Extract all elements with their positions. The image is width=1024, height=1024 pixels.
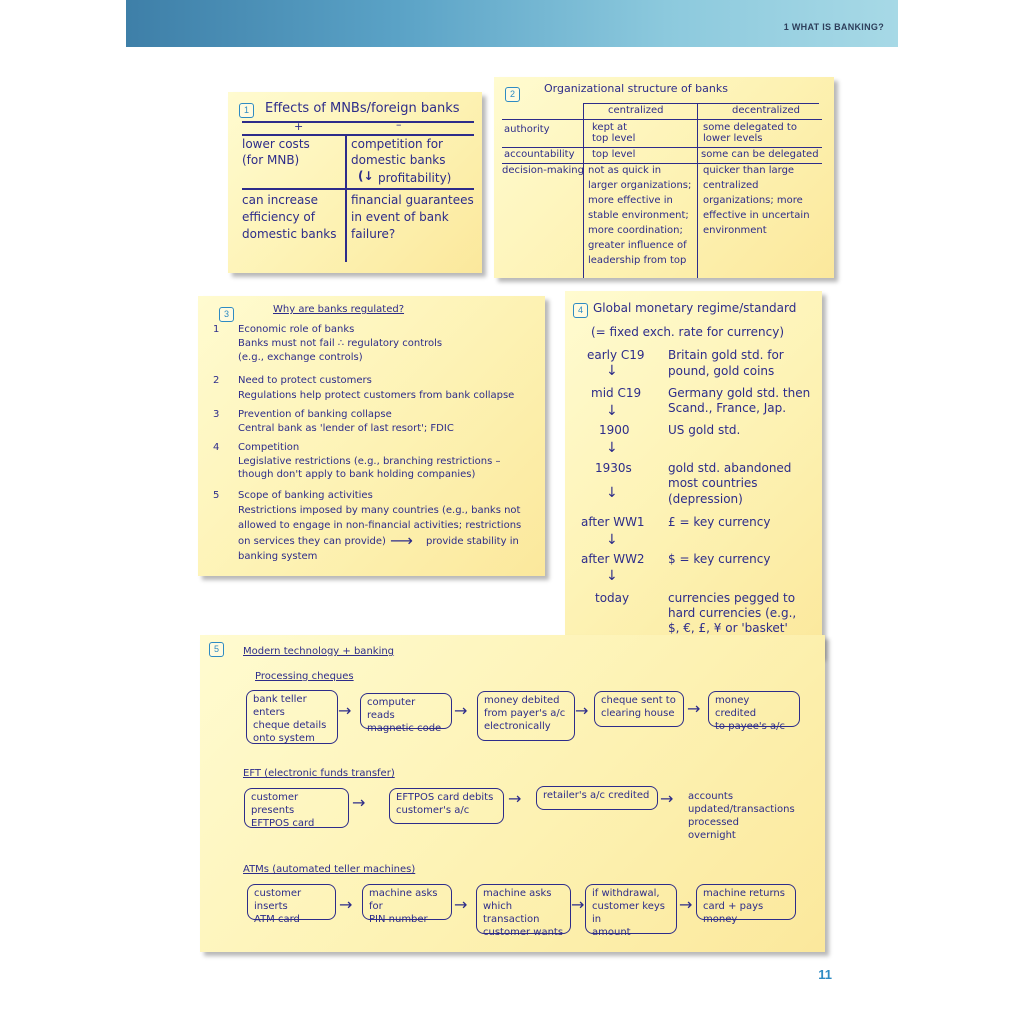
row-decision-c1-2: larger organizations; [588, 180, 692, 191]
row-accountability-label: accountability [504, 149, 575, 160]
era-early-c19: early C19 [587, 348, 645, 362]
desc-today-3: $, €, £, ¥ or 'basket' [668, 621, 788, 635]
column-divider [345, 134, 347, 262]
row-decision-c1-7: leadership from top [588, 255, 687, 266]
down-arrow-icon: ↓ [606, 440, 618, 456]
step-line: transaction [483, 914, 540, 925]
row-authority-label: authority [504, 124, 550, 135]
row-authority-c2b: lower levels [703, 133, 763, 144]
row-decision-c2-4: effective in uncertain [703, 210, 810, 221]
row-decision-c1-1: not as quick in [588, 165, 662, 176]
step-line: machine asks for [369, 888, 438, 912]
con-guarantees-3: failure? [351, 227, 396, 241]
desc-mid-c19-1: Germany gold std. then [668, 386, 811, 400]
step-line: if withdrawal, [592, 888, 660, 899]
minus-header: – [396, 118, 402, 131]
chapter-title: 1 WHAT IS BANKING? [783, 22, 884, 32]
item-4-line-2: Legislative restrictions (e.g., branching restrictions – [238, 456, 501, 467]
item-5-line-1: Scope of banking activities [238, 490, 373, 501]
desc-after-ww2: $ = key currency [668, 552, 771, 566]
step-line: electronically [484, 721, 551, 732]
row-authority-c1b: top level [592, 133, 636, 144]
down-arrow-icon: ↓ [606, 532, 618, 548]
step-line: money debited [484, 695, 560, 706]
right-arrow-icon: → [339, 895, 353, 914]
col-divider-2 [697, 103, 698, 278]
desc-mid-c19-2: Scand., France, Jap. [668, 401, 787, 415]
step-line: cheque sent to [601, 695, 676, 706]
item-5-line-2: Restrictions imposed by many countries (e.g., banks not [238, 505, 521, 516]
item-1-line-2: Banks must not fail ∴ regulatory controls [238, 338, 443, 349]
note-modern-technology [200, 635, 825, 952]
plus-header: + [294, 120, 304, 133]
item-4-line-1: Competition [238, 442, 300, 453]
era-after-ww2: after WW2 [581, 552, 645, 566]
step-line: machine asks which [483, 888, 552, 912]
desc-1900: US gold std. [668, 423, 741, 437]
flow-step [477, 691, 575, 741]
item-1-line-3: (e.g., exchange controls) [238, 352, 363, 363]
flow-step [476, 884, 571, 938]
section-eft-title: EFT (electronic funds transfer) [243, 768, 395, 779]
note-mnb-effects [228, 92, 482, 273]
item-3-line-1: Prevention of banking collapse [238, 409, 392, 420]
table-top-rule [242, 121, 474, 123]
item-5-line-4: on services they can provide) [238, 536, 386, 547]
step-line: customer presents [251, 792, 299, 816]
step-line: computer reads [367, 697, 416, 721]
note-regulation [198, 296, 545, 576]
down-arrow-icon: ↓ [606, 485, 618, 501]
down-arrow-icon: ↓ [606, 568, 618, 584]
era-after-ww1: after WW1 [581, 515, 645, 529]
note-number-badge: 3 [219, 307, 234, 322]
step-line: accounts [688, 791, 734, 802]
item-1-num: 1 [213, 324, 220, 335]
item-5-line-3: allowed to engage in non-financial activities; restrictions [238, 520, 522, 531]
step-line: clearing house [601, 708, 675, 719]
era-1930s: 1930s [595, 461, 632, 475]
row-decision-c2-1: quicker than large [703, 165, 795, 176]
note-subtitle: (= fixed exch. rate for currency) [591, 325, 785, 339]
row-accountability-c1: top level [592, 149, 636, 160]
header-rule [242, 134, 474, 136]
step-line: money credited [715, 695, 757, 719]
right-arrow-icon: ⟶ [390, 531, 413, 550]
col-divider-1 [583, 103, 584, 278]
col-decentralized: decentralized [732, 105, 800, 116]
row-decision-c1-6: greater influence of [588, 240, 687, 251]
down-arrow-icon: (↓ [358, 169, 374, 183]
item-2-num: 2 [213, 375, 220, 386]
flow-step [585, 884, 677, 938]
step-line: customer inserts [254, 888, 302, 912]
item-4-line-3: though don't apply to bank holding companies) [238, 469, 476, 480]
step-line: bank teller enters [253, 694, 307, 718]
row-decision-c1-5: more coordination; [588, 225, 683, 236]
step-line: customer wants [483, 927, 564, 938]
item-4-num: 4 [213, 442, 220, 453]
pro-lower-costs-2: (for MNB) [242, 153, 300, 167]
pro-lower-costs-1: lower costs [242, 137, 310, 151]
desc-today-1: currencies pegged to [668, 591, 796, 605]
right-arrow-icon: → [571, 895, 585, 914]
item-3-num: 3 [213, 409, 220, 420]
flow-step [244, 788, 349, 828]
row-accountability-c2: some can be delegated [701, 149, 819, 160]
step-line: amount [592, 927, 631, 938]
item-1-line-1: Economic role of banks [238, 324, 355, 335]
item-5-num: 5 [213, 490, 220, 501]
note-title: Effects of MNBs/foreign banks [265, 101, 460, 116]
row-decision-c2-5: environment [703, 225, 767, 236]
right-arrow-icon: → [679, 895, 693, 914]
step-line: onto system [253, 733, 315, 744]
item-5-arrow-text: provide stability in [426, 536, 519, 547]
note-title: Organizational structure of banks [544, 82, 728, 95]
desc-1930s-1: gold std. abandoned [668, 461, 792, 475]
con-competition-1: competition for [351, 137, 443, 151]
row-decision-c2-3: organizations; more [703, 195, 803, 206]
section-atm-title: ATMs (automated teller machines) [243, 864, 416, 875]
step-line: updated/transactions [688, 804, 795, 815]
desc-1930s-3: (depression) [668, 492, 743, 506]
note-title: Modern technology + banking [243, 646, 395, 657]
step-line: to payee's a/c [715, 721, 786, 732]
item-2-line-2: Regulations help protect customers from bank collapse [238, 390, 515, 401]
right-arrow-icon: → [338, 701, 352, 720]
era-mid-c19: mid C19 [591, 386, 642, 400]
desc-after-ww1: £ = key currency [668, 515, 771, 529]
note-title: Global monetary regime/standard [593, 301, 797, 315]
step-line: magnetic code [367, 723, 442, 734]
desc-early-c19-1: Britain gold std. for [668, 348, 784, 362]
flow-step [594, 691, 684, 727]
step-line: EFTPOS card debits [396, 792, 494, 803]
row-decision-c1-4: stable environment; [588, 210, 689, 221]
step-line: cheque details [253, 720, 327, 731]
step-line: ATM card [254, 914, 300, 925]
pro-efficiency-2: efficiency of [242, 210, 315, 224]
right-arrow-icon: → [575, 701, 589, 720]
flow-step [360, 693, 452, 734]
row-rule [242, 188, 474, 190]
step-line: customer's a/c [396, 805, 470, 816]
page-number: 11 [818, 967, 832, 982]
flow-step [246, 690, 338, 744]
flow-step [389, 788, 504, 824]
note-org-structure [494, 77, 834, 278]
right-arrow-icon: → [454, 701, 468, 720]
header-rule [502, 119, 822, 120]
con-guarantees-2: in event of bank [351, 210, 449, 224]
section-cheques-title: Processing cheques [255, 671, 354, 682]
desc-early-c19-2: pound, gold coins [668, 364, 775, 378]
note-number-badge: 4 [573, 303, 588, 318]
note-number-badge: 1 [239, 103, 254, 118]
step-line: retailer's a/c credited [543, 790, 650, 801]
row-decision-label: decision-making [502, 165, 584, 176]
right-arrow-icon: → [454, 895, 468, 914]
note-number-badge: 5 [209, 642, 224, 657]
step-line: card + pays money [703, 901, 764, 925]
col-centralized: centralized [608, 105, 664, 116]
right-arrow-icon: → [508, 789, 522, 808]
desc-today-2: hard currencies (e.g., [668, 606, 797, 620]
pro-efficiency-3: domestic banks [242, 227, 337, 241]
step-line: from payer's a/c [484, 708, 566, 719]
era-1900: 1900 [599, 423, 630, 437]
pro-efficiency-1: can increase [242, 193, 318, 207]
item-2-line-1: Need to protect customers [238, 375, 372, 386]
step-line: PIN number [369, 914, 428, 925]
item-3-line-2: Central bank as 'lender of last resort'; FDIC [238, 423, 454, 434]
flow-step [682, 788, 795, 841]
row-authority-c2a: some delegated to [703, 122, 797, 133]
con-guarantees-1: financial guarantees [351, 193, 474, 207]
right-arrow-icon: → [352, 793, 366, 812]
con-competition-3: profitability) [378, 171, 452, 185]
row-decision-c1-3: more effective in [588, 195, 673, 206]
down-arrow-icon: ↓ [606, 363, 618, 379]
step-line: EFTPOS card [251, 818, 315, 829]
right-arrow-icon: → [687, 699, 701, 718]
flow-step [696, 884, 796, 925]
desc-1930s-2: most countries [668, 476, 758, 490]
step-line: processed overnight [688, 817, 739, 841]
era-today: today [595, 591, 630, 605]
flow-step [247, 884, 336, 925]
step-line: customer keys in [592, 901, 665, 925]
row-authority-c1a: kept at [592, 122, 628, 133]
flow-step [708, 691, 800, 732]
down-arrow-icon: ↓ [606, 403, 618, 419]
step-line: machine returns [703, 888, 785, 899]
item-5-line-5: banking system [238, 551, 318, 562]
note-title: Why are banks regulated? [273, 304, 405, 315]
right-arrow-icon: → [660, 789, 674, 808]
flow-step [536, 786, 658, 810]
row-decision-c2-2: centralized [703, 180, 759, 191]
con-competition-2: domestic banks [351, 153, 446, 167]
note-monetary-regime [565, 291, 822, 657]
header-band [126, 0, 898, 47]
note-number-badge: 2 [505, 87, 520, 102]
flow-step [362, 884, 452, 925]
